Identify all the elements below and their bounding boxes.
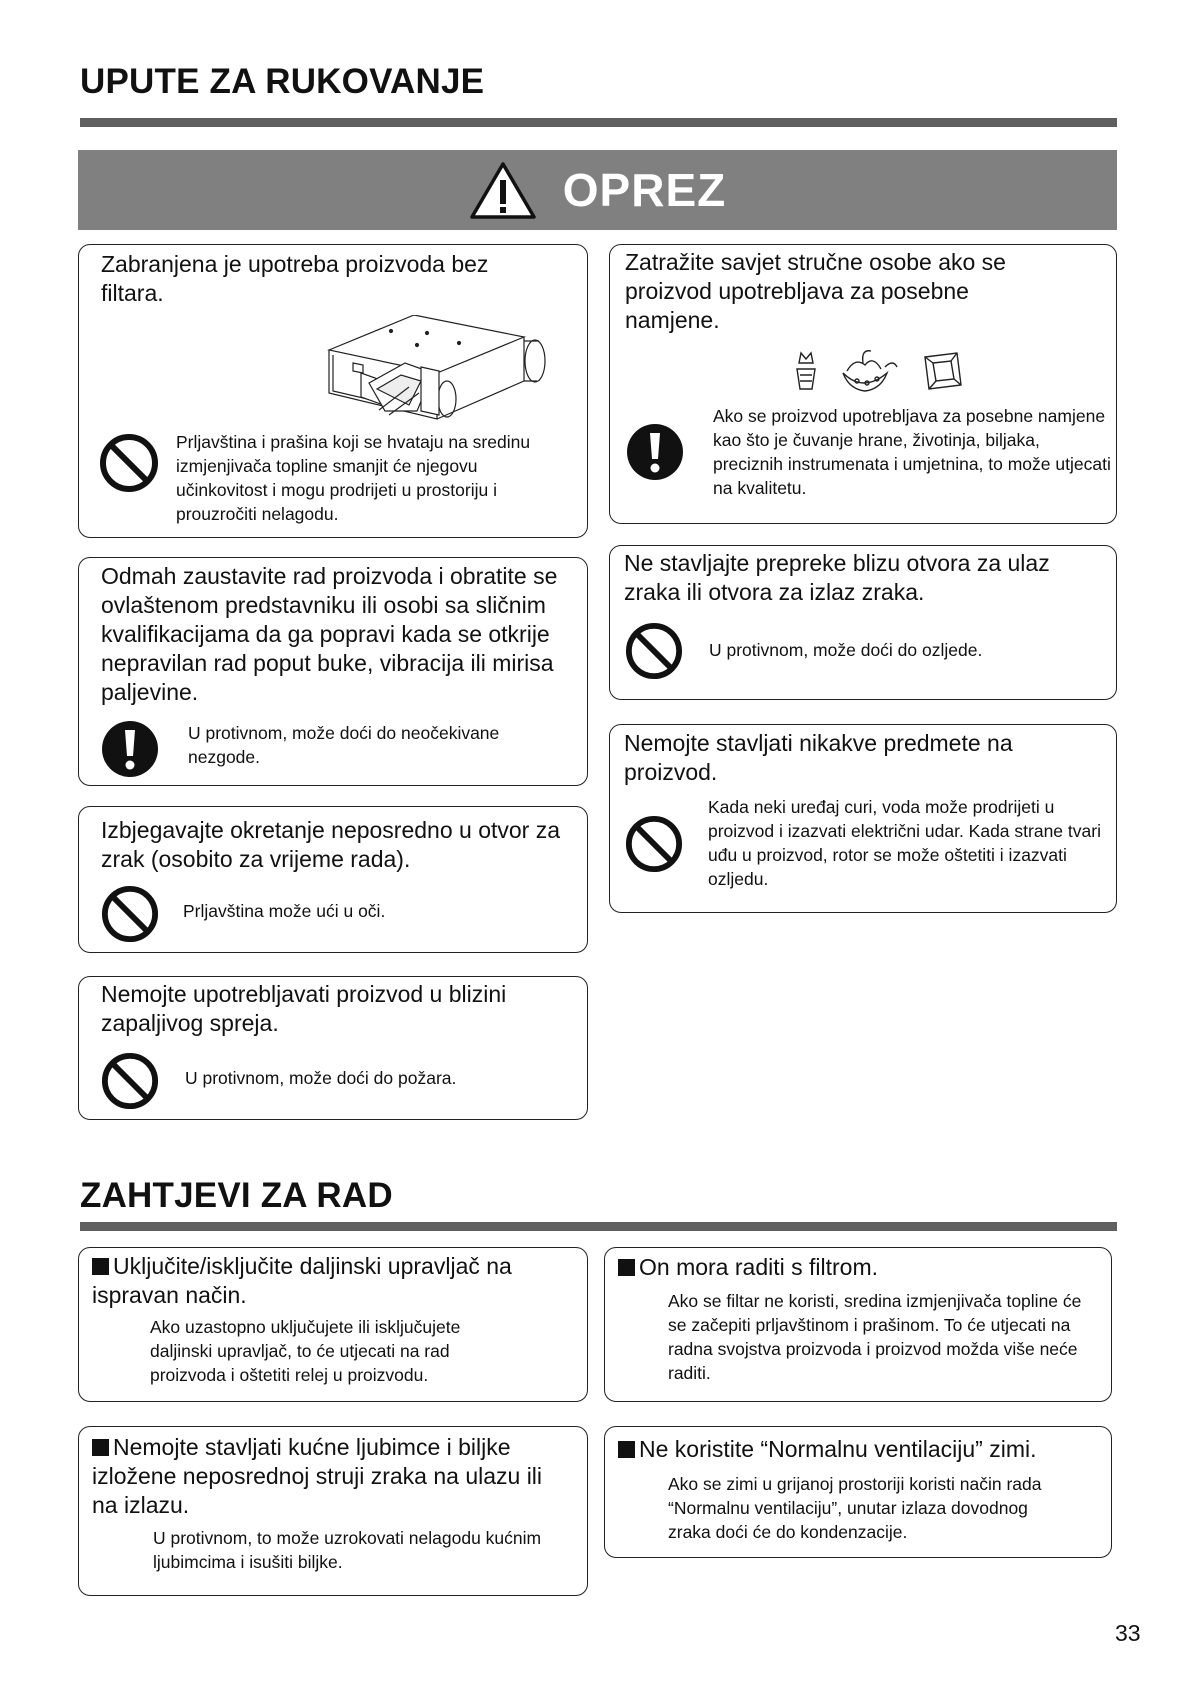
prohibited-icon [101, 1052, 159, 1110]
caution-box-flammable-spray [78, 976, 588, 1120]
caution-banner [78, 150, 1117, 230]
caution-box-no-filter [78, 244, 588, 538]
section-title-handling: UPUTE ZA RUKOVANJE [80, 62, 485, 101]
caution-text: Ako se proizvod upotrebljava za posebne namjene kao što je čuvanje hrane, životinja, biljaka, preciznih instrumenata i umjetnina, to može utjecati na kvalitetu. [713, 406, 1111, 498]
special-items-illustration [785, 345, 975, 397]
caution-title: Odmah zaustavite rad proizvoda i obratite se ovlaštenom predstavniku ili osobi sa sličnim kvalifikacijama da ga popravi kada se otkrije nepravilan rad poput buke, vibracija ili mirisa paljevine. [101, 563, 558, 705]
requirement-text: Ako se filtar ne koristi, sredina izmjenjivača topline će se začepiti prljavštinom i prašinom. To će utjecati na radna svojstva proizvoda i proizvod možda više neće raditi. [668, 1291, 1082, 1383]
caution-text: U protivnom, može doći do ozljede. [709, 640, 983, 660]
requirement-box-winter [604, 1426, 1112, 1558]
caution-title: Izbjegavajte okretanje neposredno u otvor za zrak (osobito za vrijeme rada). [101, 817, 561, 872]
caution-text: Prljavština može ući u oči. [183, 901, 386, 921]
section-title-requirements: ZAHTJEVI ZA RAD [80, 1176, 393, 1215]
caution-box-air-outlet [78, 806, 588, 953]
caution-title: Nemojte stavljati nikakve predmete na proizvod. [624, 730, 1013, 785]
requirement-text: Ako uzastopno uključujete ili isključujete daljinski upravljač, to će utjecati na rad proizvoda i oštetiti relej u proizvodu. [150, 1317, 461, 1385]
prohibited-icon [99, 433, 159, 493]
caution-text: Kada neki uređaj curi, voda može prodrijeti u proizvod i izazvati električni udar. Kada strane tvari uđu u proizvod, rotor se može oštetiti i izazvati ozljedu. [708, 797, 1101, 889]
requirement-title: Ne koristite “Normalnu ventilaciju” zimi. [618, 1435, 1088, 1464]
requirement-box-filter [604, 1247, 1112, 1402]
page-number: 33 [1115, 1620, 1141, 1646]
caution-text: U protivnom, može doći do neočekivane nezgode. [188, 723, 500, 767]
heat-exchanger-unit-illustration [309, 315, 559, 427]
bullet-square-icon [92, 1439, 109, 1456]
warning-triangle-icon [469, 160, 537, 220]
requirement-title: On mora raditi s filtrom. [618, 1253, 1088, 1282]
mandatory-exclamation-icon [101, 720, 159, 778]
bullet-square-icon [618, 1441, 635, 1458]
requirement-text: U protivnom, to može uzrokovati nelagodu kućnim ljubimcima i isušiti biljke. [153, 1528, 542, 1572]
requirement-title: Nemojte stavljati kućne ljubimce i biljke izložene neposrednoj struji zraka na ulazu ili na izlazu. [92, 1434, 543, 1518]
caution-text: U protivnom, može doći do požara. [185, 1068, 457, 1088]
requirement-text: Ako se zimi u grijanoj prostoriji koristi način rada “Normalnu ventilaciju”, unutar izlaza dovodnog zraka doći će do kondenzacije. [668, 1474, 1042, 1542]
caution-box-no-objects [609, 724, 1117, 913]
prohibited-icon [625, 815, 683, 873]
requirement-title: Uključite/isključite daljinski upravljač na ispravan način. [92, 1253, 512, 1308]
bullet-square-icon [92, 1258, 109, 1275]
caution-title: Zabranjena je upotreba proizvoda bez filtara. [101, 251, 489, 306]
prohibited-icon [101, 885, 159, 943]
caution-title: Zatražite savjet stručne osobe ako se proizvod upotrebljava za posebne namjene. [625, 249, 1006, 333]
section-rule [80, 118, 1117, 127]
bullet-square-icon [618, 1259, 635, 1276]
prohibited-icon [625, 622, 683, 680]
caution-box-stop-operation [78, 557, 588, 786]
caution-text: Prljavština i prašina koji se hvataju na sredinu izmjenjivača topline smanjit će njegovu učinkovitost i mogu prodrijeti u prostoriju i prouzročiti nelagodu. [176, 432, 531, 524]
caution-title: Ne stavljajte prepreke blizu otvora za ulaz zraka ili otvora za izlaz zraka. [624, 550, 1050, 605]
caution-box-obstacles [609, 545, 1117, 700]
caution-title: Nemojte upotrebljavati proizvod u blizini zapaljivog spreja. [101, 981, 507, 1036]
caution-banner-title: OPREZ [562, 164, 727, 216]
requirement-box-remote [78, 1247, 588, 1402]
mandatory-exclamation-icon [626, 423, 684, 481]
caution-box-special-purpose [609, 244, 1117, 524]
section-rule [80, 1222, 1117, 1231]
requirement-box-pets-plants [78, 1426, 588, 1596]
